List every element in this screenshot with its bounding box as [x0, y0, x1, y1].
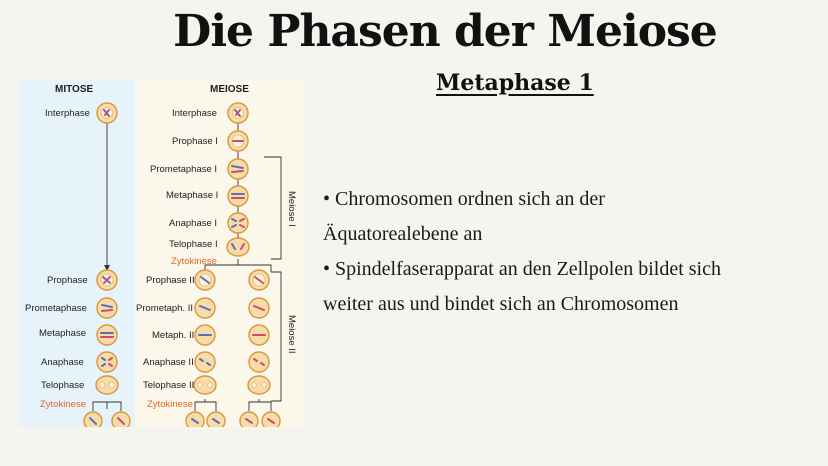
- meiose-label-interphase: Interphase: [172, 108, 217, 119]
- mitose-cell-prophase: [97, 270, 117, 290]
- meiose-cell-metaphase-2-right: [249, 325, 269, 345]
- meiose-cell-metaphase-2-left: [195, 325, 215, 345]
- bullet-line: • Chromosomen ordnen sich an der: [323, 188, 605, 210]
- meiose-label-zytokinese-2: Zytokinese: [147, 399, 193, 410]
- bracket-label-meiose-1: Meiose I: [286, 191, 297, 227]
- meiose-cell-anaphase-2-right: [249, 352, 269, 372]
- mitose-label-anaphase: Anaphase: [41, 357, 84, 368]
- meiose-label-metaphase-1: Metaphase I: [166, 190, 219, 201]
- mitose-label-prophase: Prophase: [47, 275, 88, 286]
- meiose-gamete-3: [240, 412, 258, 427]
- meiose-label-prophase-2: Prophase II: [146, 275, 195, 286]
- meiose-cell-telophase-2-right: [248, 376, 270, 394]
- meiose-gamete-1: [186, 412, 204, 427]
- meiose-label-metaphase-2: Metaph. II: [152, 330, 195, 341]
- meiose-cell-telophase-2-left: [194, 376, 216, 394]
- meiose-label-prometaphase-1: Prometaphase I: [150, 164, 218, 175]
- mitose-label-metaphase: Metaphase: [39, 328, 87, 339]
- meiose-cell-telophase-1: [227, 238, 249, 256]
- meiose-label-prometaphase-2: Prometaph. II: [136, 303, 194, 314]
- mitose-label-interphase: Interphase: [45, 108, 90, 119]
- mitose-header: MITOSE: [55, 84, 94, 95]
- meiose-header: MEIOSE: [210, 84, 249, 95]
- meiose-label-anaphase-2: Anaphase II: [143, 357, 194, 368]
- meiose-label-anaphase-1: Anaphase I: [169, 218, 218, 229]
- diagram-svg: [19, 79, 304, 427]
- slide-title: Die Phasen der Meiose: [173, 6, 717, 57]
- mitose-daughter-cell-1: [84, 412, 102, 427]
- bullet-list: [323, 182, 813, 322]
- meiose-cell-prometaphase-2-left: [195, 298, 215, 318]
- mitose-cell-prometaphase: [97, 298, 117, 318]
- meiose-gamete-2: [207, 412, 225, 427]
- meiose-cell-interphase: [228, 103, 248, 123]
- meiose-panel: [135, 79, 304, 427]
- mitose-cell-anaphase: [97, 352, 117, 372]
- meiose-cell-anaphase-2-left: [195, 352, 215, 372]
- bullet-line: Äquatorealebene an: [323, 223, 483, 245]
- mitose-daughter-cell-2: [112, 412, 130, 427]
- meiose-gamete-4: [262, 412, 280, 427]
- mitose-panel: [19, 79, 135, 427]
- mitose-meiose-diagram: [19, 79, 304, 427]
- bullet-line: weiter aus und bindet sich an Chromosomen: [323, 293, 679, 315]
- mitose-cell-telophase: [96, 376, 118, 394]
- meiose-label-telophase-2: Telophase II: [143, 380, 195, 391]
- meiose-cell-prometaphase-2-right: [249, 298, 269, 318]
- meiose-cell-prophase-2-left: [195, 270, 215, 290]
- bracket-label-meiose-2: Meiose II: [286, 315, 297, 354]
- meiose-cell-anaphase-1: [228, 213, 248, 233]
- mitose-label-telophase: Telophase: [41, 380, 85, 391]
- meiose-label-telophase-1: Telophase I: [169, 239, 218, 250]
- meiose-cell-prophase-1: [228, 131, 248, 151]
- meiose-label-prophase-1: Prophase I: [172, 136, 218, 147]
- mitose-cell-interphase: [97, 103, 117, 123]
- slide-subtitle: Metaphase 1: [436, 70, 594, 96]
- meiose-cell-prometaphase-1: [228, 159, 248, 179]
- mitose-label-prometaphase: Prometaphase: [25, 303, 87, 314]
- meiose-label-zytokinese-1: Zytokinese: [171, 256, 217, 267]
- bullet-line: • Spindelfaserapparat an den Zellpolen bildet sich: [323, 258, 721, 280]
- meiose-cell-metaphase-1: [228, 186, 248, 206]
- meiose-cell-prophase-2-right: [249, 270, 269, 290]
- mitose-cell-metaphase: [97, 325, 117, 345]
- mitose-label-zytokinese: Zytokinese: [40, 399, 86, 410]
